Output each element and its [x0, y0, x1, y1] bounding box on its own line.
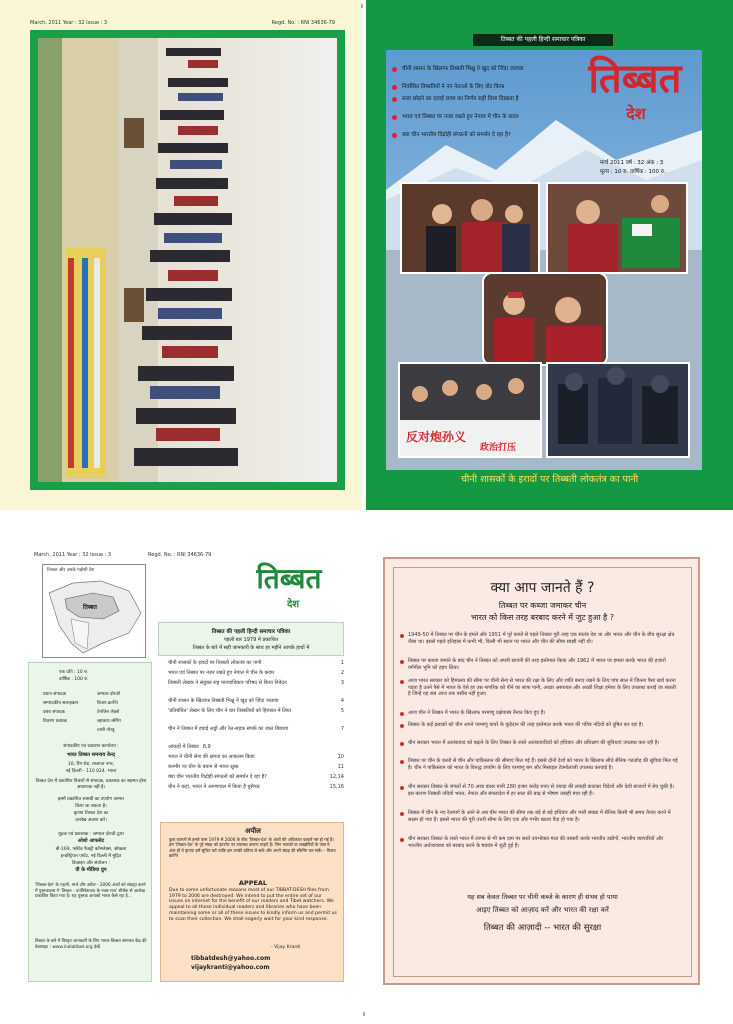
issue-line: March, 2011 Year : 32 Issue : 3 [30, 20, 108, 26]
bullet-icon [392, 97, 397, 102]
printer-address: इन्डस्ट्रियल एस्टेट, नई दिल्ली में मुद्रित [60, 854, 122, 859]
email-link[interactable]: vijaykranti@yahoo.com [191, 964, 270, 971]
price-line: एक प्रति : 10 रु. [59, 670, 89, 675]
toc-page: 7 [340, 726, 344, 732]
page-one [0, 0, 362, 510]
headline-4: भारत एवं तिब्बत पर नजर रखते हुए नेपाल में चीन के कदम [402, 114, 519, 120]
fact-item: चीन सरकार तिब्बत के रास्ते भारत में लागत से भी कम दाम पर सस्ते उपभोक्ता माल की तस्करी करके भारतीय उद्योगों, भारतीय व्यापारियों और भारतीय अर्थव्यवस्था को बरबाद करने के षडयंत्र में जुटी हुई है। [408, 836, 678, 849]
bullet-icon [392, 115, 397, 120]
price-line: वार्षिक : 100 रु. [59, 677, 89, 682]
reprint-note: उल्लेख अवश्य करें। [75, 818, 107, 823]
staff-name: ल्हाकपा त्सेरिंग [97, 719, 121, 724]
fact-item: 1949-50 में तिब्बत पर चीन के हमले और 1951 में पूरे कब्जे से पहले तिब्बत पूरी तरह एक स्वतंत्र देश था और भारत और चीन के बीच सुरक्षा क्षेत्र जैसा था। इससे पहले इतिहास में कभी भी, किसी भी स्थान पर भारत और चीन की सीमा साझी नहीं थी। [408, 632, 678, 645]
appeal-signature: - Vijay Kranti [271, 945, 301, 950]
map-label-tibet: तिब्बत [83, 604, 97, 611]
toc-item[interactable] [168, 784, 344, 790]
registration-number: Regd. No. : RNI 34636-79 [271, 20, 335, 26]
printer-address: बी-169, फ्लैटेड फैक्ट्री कॉम्प्लेक्स, ओखला [55, 847, 127, 852]
queue-illustration [38, 38, 337, 482]
reprint-note: कृपया तिब्बत देश का [73, 811, 109, 816]
toc-title: चीन ने तिब्बत में हवाई अड्डों और रेल-सड़क संपर्क का जाल बिछाया [168, 726, 289, 732]
appeal-hindi-title: अपील [245, 827, 261, 835]
photo-ballot-box [546, 182, 688, 274]
toc-page: 1 [340, 660, 344, 666]
protest-banner-text-2: 政治打压 [480, 443, 517, 453]
toc-item[interactable] [168, 774, 344, 780]
staff-name: तेनजिन लेक्शे [97, 710, 120, 715]
cover-masthead: तिब्बत [588, 56, 682, 102]
headline-5: क्या चीन भारतीय विद्रोही संगठनों को समर्थन दे रहा है? [402, 132, 511, 138]
toc-title: चीनी शासकों के इरादों पर तिब्बती लोकतंत्र का पानी [168, 660, 262, 666]
tibet-map [42, 564, 146, 658]
design-credit: डिजाइन और संयोजन : [72, 861, 110, 866]
fact-item: तिब्बत के कई इलाकों को चीन अपने परमाणु कचरे के कूड़ेदान की तरह इस्तेमाल करके भारत की पवित्र नदियों को दूषित कर रहा है। [408, 722, 678, 729]
headline-2: निर्वासित तिब्बतियों ने नए नेताओं के लिए वोट किया [402, 84, 505, 90]
did-you-know-subtitle-2: भारत को किस तरह बरबाद करने में जुट हुआ है ? [470, 613, 615, 622]
inner-border [393, 567, 692, 977]
staff-name: ताशी नोरबु [97, 728, 115, 733]
masthead-info-column [28, 662, 152, 982]
photo-frame [30, 30, 345, 490]
fact-item: चीन सरकार भारत में आतंकवाद को बढ़ाने के लिए तिब्बत के रास्ते आतंकवादियों को हथियार और प्रशिक्षण की सुविधाएं उपलब्ध करा रही है। [408, 740, 678, 747]
closing-line-2: आइए तिब्बत को आज़ाद करें और भारत की रक्षा करें [476, 906, 609, 914]
toc-title: तिब्बती लेखक ने संयुक्त राष्ट्र मानवाधिकार परिषद से किया निवेदन [168, 680, 287, 686]
registration-number: Regd. No. : RNI 34636-79 [148, 552, 212, 558]
fact-item: तिब्बत पर चीन के कब्जे से चीन और पाकिस्तान की सीमाएं मिल गई हैं। इससे दोनों देशों को भारत के खिलाफ सीधे सैनिक गठजोड़ की सुविधा मिल गई है। चीन ने पाकिस्तान को भारत के विरुद्ध उपयोग के लिए परमाणु बम और मिसाइल टेक्नोलाजी उपलब्ध करवाई है। [408, 758, 678, 771]
toc-page: 15,16 [329, 784, 344, 790]
toc-item[interactable] [168, 726, 344, 732]
toc-page: 10 [337, 754, 344, 760]
inside-masthead: तिब्बत [256, 562, 322, 595]
issue-line: मार्च 2011 वर्ष : 32 अंक : 3 [600, 160, 664, 166]
reprint-note: किया जा सकता है। [75, 804, 107, 809]
photo-dalai-lama-group [400, 182, 540, 274]
design-group: वी के मीडिया ग्रुप [75, 867, 107, 873]
photo-police-crackdown [546, 362, 690, 458]
toc-item[interactable] [168, 698, 344, 704]
toc-page: 11 [337, 764, 344, 770]
fact-item: तिब्बत पर कब्जा जमाने के बाद चीन ने तिब्बत को अपनी छावनी की तरह इस्तेमाल किया और 1962 में भारत पर हमला करके भारत की हजारों वर्गमील भूमि को हड़प लिया। [408, 658, 678, 671]
page-three-contents [28, 548, 344, 988]
headline-1: चीनी शासन के खिलाफ तिब्बती भिक्षु ने खुद को जिंदा जलाया [402, 66, 524, 72]
toc-item[interactable] [168, 708, 344, 714]
cover-panel [386, 50, 702, 470]
toc-title: भारत ने चीनी सेना की क्षमता का आकलन किया [168, 754, 255, 760]
intro-line-3: तिब्बत के बारे में सही जानकारी के साथ हर महीने आपके हाथों में [192, 645, 310, 651]
map-shapes [43, 573, 147, 659]
intro-box [158, 622, 344, 656]
bullet-icon [392, 67, 397, 72]
inside-masthead-sub: देश [286, 599, 300, 610]
staff-name: विजय क्रान्ति [97, 701, 118, 706]
printer-line: मुद्रक एवं प्रकाशक : जम्पाल दोरजी द्वारा [58, 832, 124, 837]
staff-role: सम्पादकीय सलाहकार [43, 701, 79, 706]
toc-item[interactable] [168, 744, 344, 750]
cover-tagline: तिब्बत की पहली हिन्दी समाचार पत्रिका [473, 34, 613, 46]
staff-role: प्रधान संपादक [43, 692, 67, 697]
office-name: भारत तिब्बत समन्वय केन्द्र [66, 752, 116, 758]
bullet-icon [392, 133, 397, 138]
office-address: 10, रिंग रोड, लाजपत नगर, [67, 762, 115, 767]
toc-title: भारत एवं तिब्बत पर नजर रखते हुए नेपाल में चीन के कदम [168, 670, 275, 676]
closing-slogan: तिब्बत की आज़ादी -- भारत की सुरक्षा [483, 923, 602, 933]
headline-3: सत्ता छोड़ने का दलाई लामा का निर्णय सही दिशा दिखाता है [402, 96, 519, 102]
fact-item: आज चीन ने तिब्बत में भारत के खिलाफ परमाणु प्रक्षेपास्त्र तैनात किए हुए हैं। [408, 710, 678, 717]
toc-item[interactable] [168, 680, 344, 686]
email-link[interactable]: tibbatdesh@yahoo.com [191, 955, 271, 962]
table-of-contents [160, 660, 344, 820]
price-line: मूल्य : 10 रु. वार्षिक : 100 रु. [600, 169, 666, 175]
fact-item: चीन सरकार तिब्बत के जंगलों से 70 अरब डालर यानी 280 हजार करोड़ रुपए से ज्यादा की लकड़ी काटकर विदेशों और देशी बाजारों में बेच चुकी है। इस कारण तिब्बती नदियों भारत, नेपाल और बंगलादेश में हर साल की बाढ़ से भीषण तबाही मचा रही हैं। [408, 784, 678, 797]
closing-line-1: यह सब केवल तिब्बत पर चीनी कब्जे के कारण ही संभव हो पाया [467, 893, 618, 901]
page-one-header [30, 20, 335, 26]
toc-title: चीन ने कहा, भारत ने अरुणाचल में किया है घुसैपठ [168, 784, 260, 790]
toc-title: 'प्रतिबंधित' लेखन के लिए चीन ने चार तिब्बतियों को हिरासत में लिया [168, 708, 292, 714]
issue-line: March, 2011 Year : 32 Issue : 3 [34, 552, 112, 558]
page-mark-bottom: ॥ [362, 1011, 366, 1018]
staff-name: जम्पाल दोरजी [97, 692, 120, 697]
appeal-english-text: Due to some unfortunate reasons most of our TIBBAT-DESH files from 1979 to 2006 are destroyed. We intend to put the entire set of our issues on internet for the benefit of our readers and Tibet watchers. We appeal to all those individual readers and libraries who have been maintaining some or all of these issues to kindly inform us and permit us to scan their collection. We shall eagerly wait for your kind response. [169, 888, 337, 922]
fact-item: आज भारत सरकार को हिमालय की सीमा पर चीनी सेना से भारत की रक्षा के लिए और शांति बनाए रखने के लिए पांच साल में जितना पैसा खर्च करना पड़ता है उतने पैसे में भारत के ऐसे हर उस नागरिक को पीने का साफ पानी, अच्छा अस्पताल और अच्छी शिक्षा हमेशा के लिए उपलब्ध कराई जा सकती है जिन्हें यह सब आज तक नसीब नहीं हुआ। [408, 678, 678, 698]
printer-name: ओशो आफसेट [77, 838, 105, 844]
toc-page: 3 [340, 680, 344, 686]
toc-page: 12,14 [329, 774, 344, 780]
staff-role: वितरण प्रबंधक [43, 719, 68, 724]
toc-title: आंकड़ों में तिब्बत [168, 744, 199, 750]
appeal-hindi-text: कुछ कारणों से हमारे पास 1979 से 2006 के बीच 'तिब्बत-देश' के अंकों की अधिकांश फाइलें नष्ट हो गई हैं। हम 'तिब्बत-देश' के पूरे संग्रह को इंटरनेट पर उपलब्ध कराना चाहते हैं। जिन पाठकों या लाइब्रेरियों के पास ये अंक हों वे कृपया हमें सूचित करें ताकि हम उनकी प्रतियां ले सकें और अपने संग्रह की स्कैनिंग कर सकें। - विजय क्रान्ति [169, 837, 336, 859]
toc-item[interactable] [168, 754, 344, 760]
toc-page: 2 [340, 670, 344, 676]
page-mark: ॥ [360, 3, 364, 10]
appeal-english-title: APPEAL [238, 879, 268, 887]
intro-line-1: तिब्बत की पहली हिन्दी समाचार पत्रिका [211, 629, 291, 635]
archive-note: 'तिब्बत-देश' के पहली, मार्च और अप्रैल - 2006 अंकों को संग्रह्या करने में पुस्तकालय ने 'तिब्बत - उपनिवेशवाद के नवन्न राज' शीर्षक से आलेख प्रकाशित किया गया है। यह पुस्तक आपको भारत कैसे रहा है... [35, 883, 146, 900]
toc-page: 5 [340, 708, 344, 714]
website-note: तिब्बत के बारे में विस्तृत जानकारी के लिए भारत-तिब्बत समन्वय केंद्र की वेबसाइट : www.indiatibet.org देखें [35, 939, 147, 950]
toc-title: क्या चीन भारतीय विद्रोही संगठनों को समर्थन दे रहा है? [168, 774, 267, 780]
page-four-did-you-know [383, 557, 700, 985]
toc-item[interactable] [168, 764, 344, 770]
toc-item[interactable] [168, 660, 344, 666]
did-you-know-subtitle-1: तिब्बत पर कब्जा जमाकर चीन [498, 601, 587, 610]
reprint-note: इसमें प्रकाशित सामग्री का उपयोग आभार [57, 797, 125, 802]
toc-title: चीनी शासन के खिलाफ तिब्बती भिक्षु ने खुद को जिंदा जलाया [168, 698, 279, 704]
voters-queue-photo [38, 38, 337, 482]
bullet-icon [392, 85, 397, 90]
toc-item[interactable] [168, 670, 344, 676]
did-you-know-title: क्या आप जानते हैं ? [490, 580, 595, 596]
appeal-box [160, 822, 344, 982]
toc-title: कश्मीर पर चीन के बयान से भारत क्षुब्ध [168, 764, 239, 770]
disclaimer: तिब्बत देश में प्रकाशित विचारों से संपादक, प्रकाशक का सहमत होना आवश्यक नहीं है। [35, 779, 147, 790]
cover-bottom-tagline: चीनी शासकों के इरादों पर तिब्बती लोकतंत्र का पानी [460, 474, 639, 485]
photo-dalai-lama-center [482, 272, 608, 366]
map-title: तिब्बत और उसके पड़ोसी देश [47, 568, 95, 573]
toc-page: 8,9 [202, 744, 211, 750]
protest-banner-text: 反对炮孙义 [406, 430, 467, 444]
toc-page: 4 [340, 698, 344, 704]
office-title: संपादकीय एवं प्रकाशन कार्यालय : [63, 744, 119, 749]
staff-role: प्रबंध संपादक [43, 710, 65, 715]
fact-item: तिब्बत में चीन के नए रेलमार्ग के आने से अब चीन भारत की सीमा तक बड़े से बड़े हथियार और भारी संख्या में सैनिक किसी भी समय तैनात करने में सक्षम हो गया है। इससे भारत की पूरी उत्तरी सीमा के लिए एक और गंभीर खतरा पैदा हो गया है। [408, 810, 678, 823]
office-address: नई दिल्ली - 110 024. भारत [65, 769, 117, 774]
photo-protest [398, 362, 542, 458]
cover-masthead-sub: देश [626, 104, 646, 123]
intro-line-2: पहली बार 1979 में प्रकाशित [224, 637, 278, 643]
